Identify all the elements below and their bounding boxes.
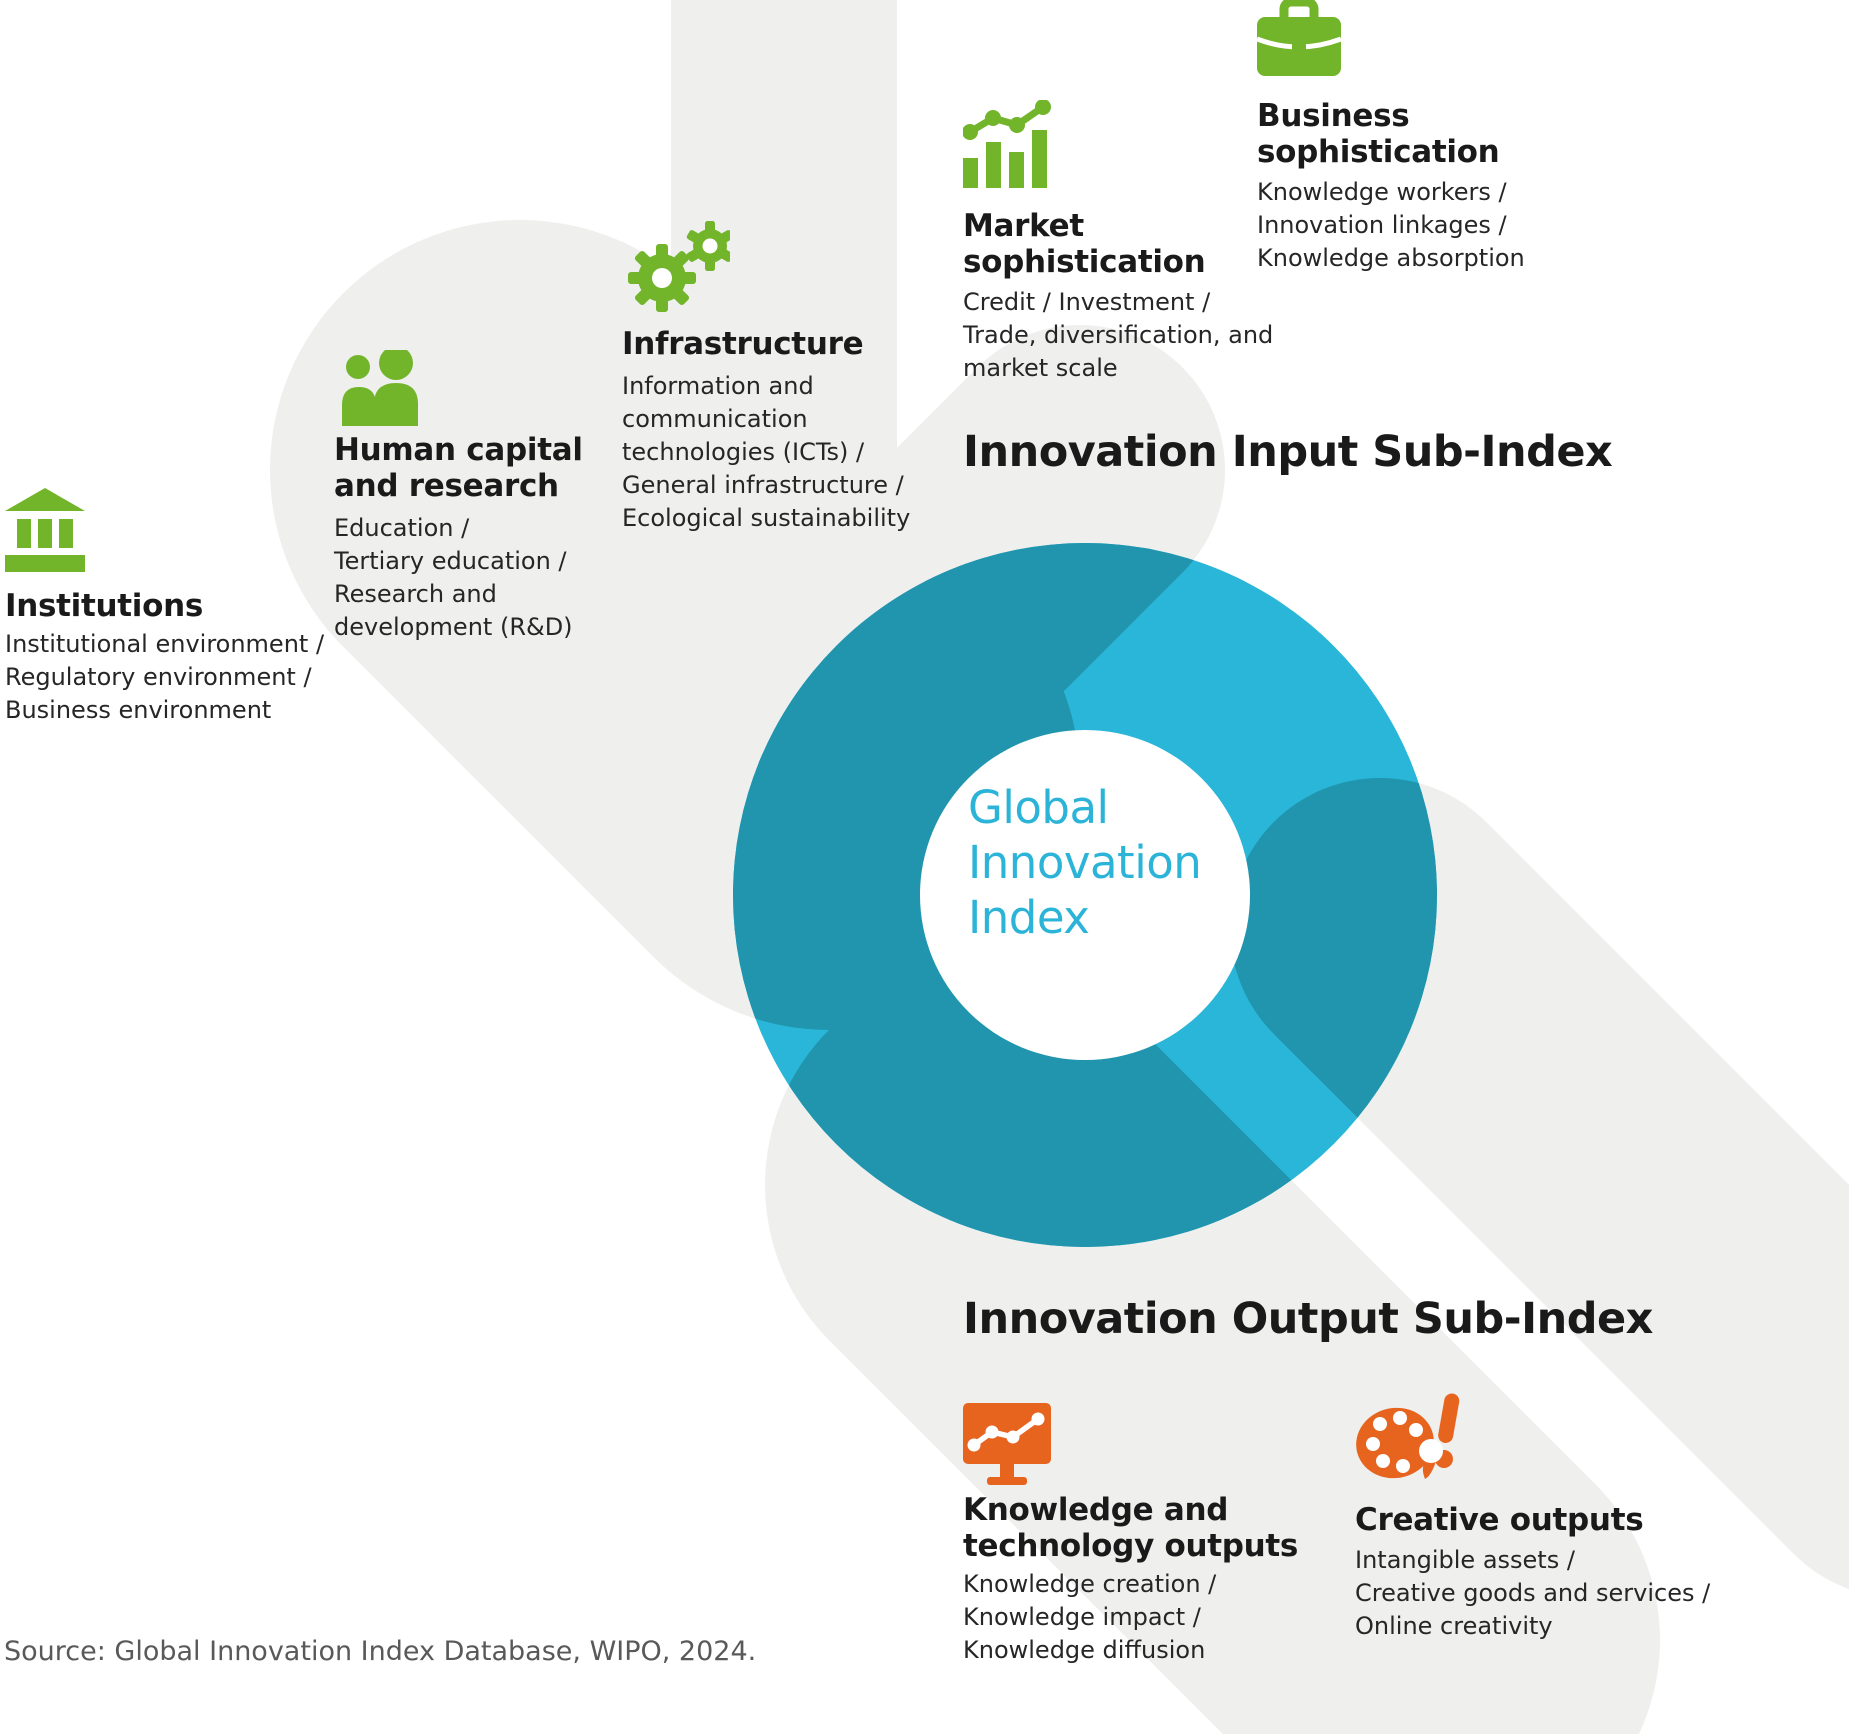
pillar-items bbox=[1257, 176, 1587, 275]
pillar-items bbox=[5, 628, 345, 727]
center-label-line: Global bbox=[968, 781, 1109, 834]
pillar-item: Knowledge workers / bbox=[1257, 178, 1507, 206]
pillar-item: Innovation linkages / bbox=[1257, 211, 1507, 239]
pillar-item: Credit / Investment / bbox=[963, 288, 1211, 316]
pillar-item: Research and bbox=[334, 580, 497, 608]
pillar-title-line: and research bbox=[334, 468, 559, 504]
pillar-title-line: Infrastructure bbox=[622, 326, 864, 362]
pillar-item: Knowledge impact / bbox=[963, 1603, 1201, 1631]
pillar-item: Trade, diversification, and bbox=[963, 321, 1274, 349]
output-subindex-heading: Innovation Output Sub-Index bbox=[963, 1294, 1653, 1344]
pillar-title bbox=[1355, 1502, 1755, 1538]
center-label-line: Innovation bbox=[968, 836, 1202, 889]
pillar-items bbox=[963, 1568, 1303, 1667]
pillar-title-line: Institutions bbox=[5, 588, 204, 624]
monitor-chart-icon bbox=[963, 1403, 1051, 1487]
input-subindex-heading: Innovation Input Sub-Index bbox=[963, 427, 1613, 477]
pillar-item: Knowledge diffusion bbox=[963, 1636, 1206, 1664]
briefcase-icon bbox=[1257, 0, 1341, 78]
pillar-business-sophistication bbox=[1257, 0, 1587, 275]
pillar-title bbox=[5, 588, 345, 624]
pillar-title-line: Creative outputs bbox=[1355, 1502, 1644, 1538]
pillar-title-line: sophistication bbox=[963, 244, 1206, 280]
pillar-infrastructure bbox=[622, 220, 942, 535]
pillar-market-sophistication bbox=[963, 100, 1293, 385]
pillar-knowledge-and-technology-outputs bbox=[963, 1403, 1303, 1667]
pillar-item: Regulatory environment / bbox=[5, 663, 312, 691]
pillar-item: development (R&D) bbox=[334, 613, 573, 641]
bank-icon bbox=[5, 488, 85, 572]
pillar-item: communication bbox=[622, 405, 808, 433]
center-label-line: Index bbox=[968, 891, 1090, 944]
donut-center-label bbox=[968, 780, 1298, 945]
pillar-title bbox=[963, 208, 1293, 280]
pillar-items bbox=[963, 286, 1293, 385]
pillar-items bbox=[622, 370, 942, 535]
pillar-title-line: technology outputs bbox=[963, 1528, 1299, 1564]
pillar-title bbox=[963, 1492, 1303, 1564]
pillar-title-line: Knowledge and bbox=[963, 1492, 1229, 1528]
pillar-item: Institutional environment / bbox=[5, 630, 325, 658]
pillar-creative-outputs bbox=[1355, 1393, 1755, 1643]
pillar-title bbox=[1257, 98, 1587, 170]
pillar-items bbox=[334, 512, 664, 644]
pillar-item: Online creativity bbox=[1355, 1612, 1553, 1640]
pillar-item: Knowledge absorption bbox=[1257, 244, 1525, 272]
pillar-item: Business environment bbox=[5, 696, 272, 724]
palette-icon bbox=[1355, 1393, 1461, 1485]
pillar-item: Intangible assets / bbox=[1355, 1546, 1575, 1574]
pillar-title-line: Business bbox=[1257, 98, 1410, 134]
pillar-title bbox=[334, 432, 664, 504]
pillar-institutions bbox=[5, 488, 345, 727]
pillar-item: Tertiary education / bbox=[334, 547, 567, 575]
pillar-item: Ecological sustainability bbox=[622, 504, 911, 532]
pillar-title-line: sophistication bbox=[1257, 134, 1500, 170]
pillar-item: General infrastructure / bbox=[622, 471, 904, 499]
pillar-title-line: Human capital bbox=[334, 432, 583, 468]
pillar-title bbox=[622, 326, 942, 362]
pillar-human-capital-and-research bbox=[334, 350, 664, 644]
pillar-title-line: Market bbox=[963, 208, 1084, 244]
pillar-item: Education / bbox=[334, 514, 470, 542]
pillar-item: Creative goods and services / bbox=[1355, 1579, 1711, 1607]
people-icon bbox=[340, 350, 432, 426]
pillar-item: technologies (ICTs) / bbox=[622, 438, 865, 466]
pillar-item: Knowledge creation / bbox=[963, 1570, 1217, 1598]
source-note: Source: Global Innovation Index Database, WIPO, 2024. bbox=[4, 1636, 757, 1667]
pillar-items bbox=[1355, 1544, 1755, 1643]
bar-chart-icon bbox=[963, 100, 1051, 188]
gears-icon bbox=[622, 220, 730, 312]
pillar-item: market scale bbox=[963, 354, 1118, 382]
pillar-item: Information and bbox=[622, 372, 814, 400]
